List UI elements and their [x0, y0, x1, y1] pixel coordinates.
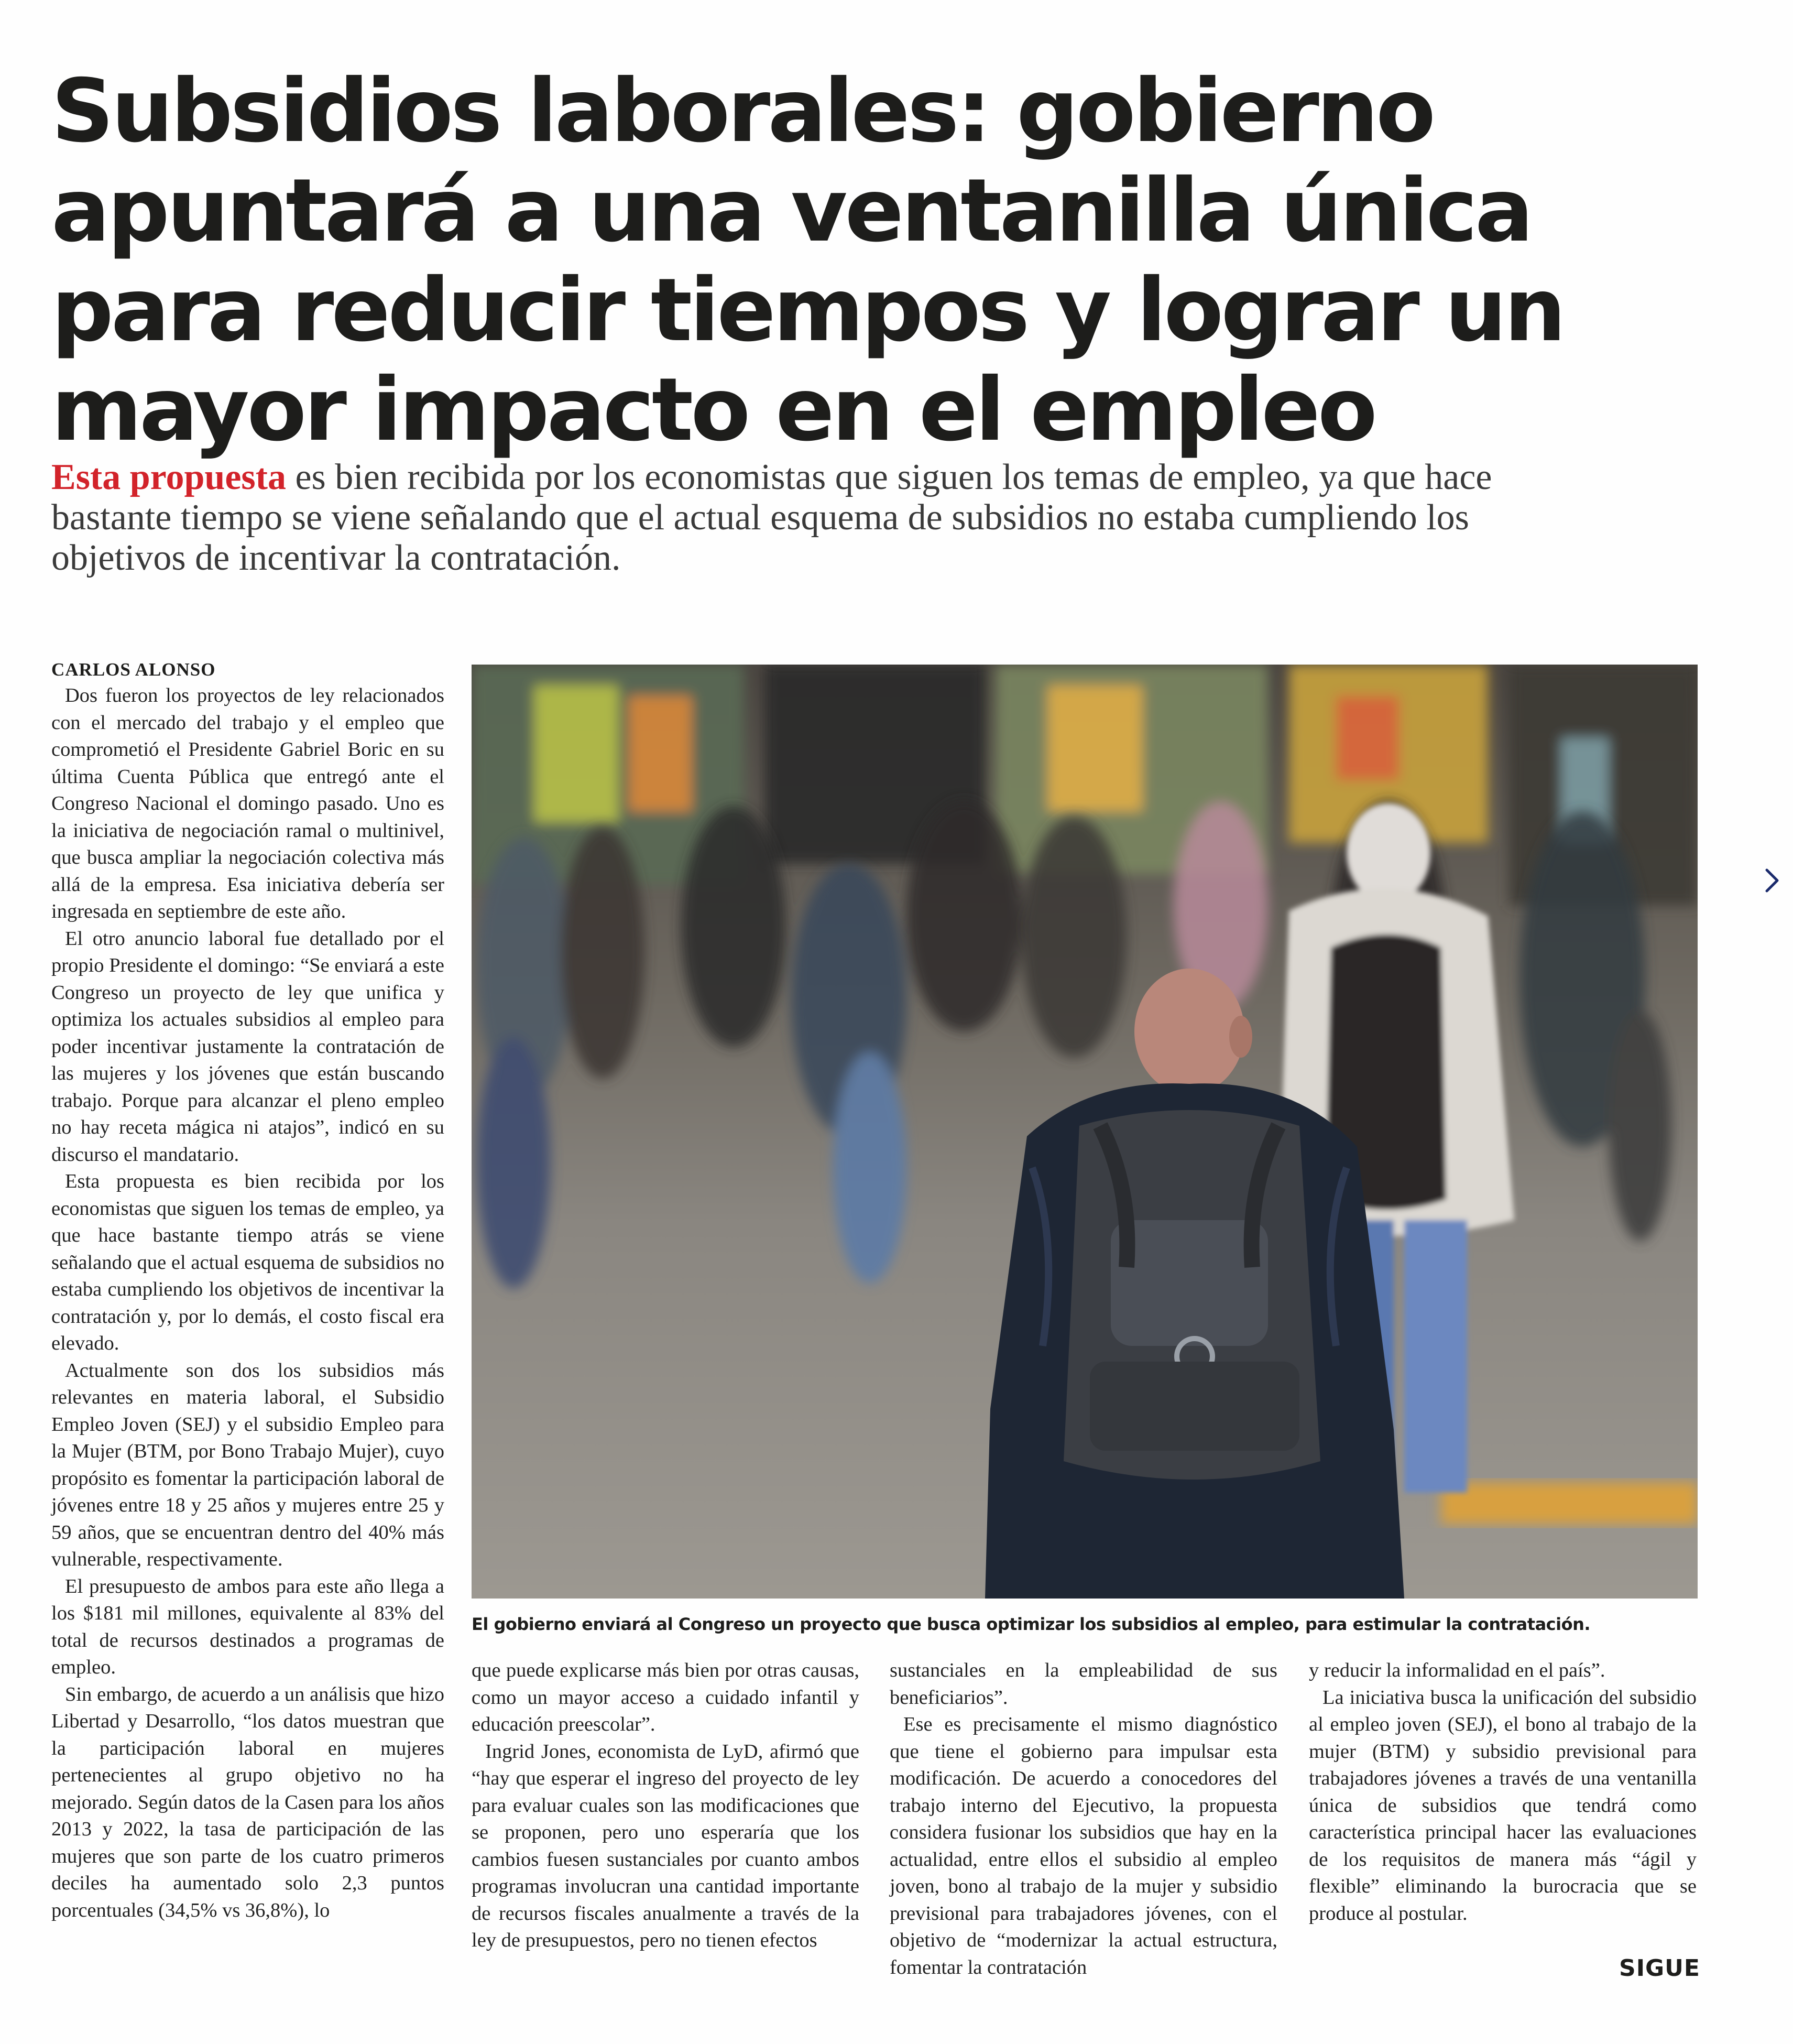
paragraph: El otro anuncio laboral fue detallado por el propio Presidente el domingo: “Se enviará a este Congreso un proyecto de ley que unifica y optimiza los actuales subsidios al empleo para poder incentivar justamente la contratación de las mujeres y los jóvenes que están buscando trabajo. Porque para alcanzar el pleno empleo no hay receta mágica ni atajos”, indicó en su discurso el mandatario. — [51, 927, 444, 1166]
paragraph: que puede explicarse más bien por otras causas, como un mayor acceso a cuidado infantil y educación preescolar”. — [472, 1659, 859, 1735]
article-photo — [472, 665, 1698, 1599]
body-column-3 — [890, 1657, 1277, 1981]
paragraph: El presupuesto de ambos para este año llega a los $181 mil millones, equivalente al 83% del total de recursos destinados a programas de empleo. — [51, 1575, 444, 1678]
paragraph: Dos fueron los proyectos de ley relacionados con el mercado del trabajo y el empleo que comprometió el Presidente Gabriel Boric en su última Cuenta Pública que entregó ante el Congreso Nacional el domingo pasado. Uno es la iniciativa de negociación ramal o multinivel, que busca ampliar la negociación colectiva más allá de la empresa. Esa iniciativa debería ser ingresada en septiembre de este año. — [51, 684, 444, 922]
deck — [51, 457, 1602, 578]
continue-label: SIGUE — [1619, 1955, 1700, 1982]
chevron-right-icon — [1762, 865, 1783, 896]
deck-text: es bien recibida por los economistas que siguen los temas de empleo, ya que hace bastante tiempo se viene señalando que el actual esquema de subsidios no estaba cumpliendo los objetivos de incentivar la contratación. — [51, 457, 1492, 578]
paragraph: Actualmente son dos los subsidios más relevantes en materia laboral, el Subsidio Empleo Joven (SEJ) y el subsidio Empleo para la Mujer (BTM, por Bono Trabajo Mujer), cuyo propósito es fomentar la participación laboral de jóvenes entre 18 y 25 años y mujeres entre 25 y 59 años, que se encuentran dentro del 40% más vulnerable, respectivamente. — [51, 1359, 444, 1570]
photo-caption: El gobierno enviará al Congreso un proyecto que busca optimizar los subsidios al empleo, para estimular la contratación. — [472, 1614, 1591, 1634]
paragraph: Sin embargo, de acuerdo a un análisis que hizo Libertad y Desarrollo, “los datos muestran que la participación laboral en mujeres pertenecientes al grupo objetivo no ha mejorado. Según datos de la Casen para los años 2013 y 2022, la tasa de participación de las mujeres que son parte de los cuatro primeros deciles ha aumentado solo 2,3 puntos porcentuales (34,5% vs 36,8%), lo — [51, 1683, 444, 1921]
paragraph: La iniciativa busca la unificación del subsidio al empleo joven (SEJ), el bono al trabajo de la mujer (BTM) y subsidio previsional para trabajadores jóvenes a través de una ventanilla única de subsidios que tendrá como característica principal hacer las evaluaciones de los requisitos de manera más “ágil y flexible” eliminando la burocracia que se produce al postular. — [1309, 1686, 1697, 1925]
body-column-1 — [51, 682, 444, 1993]
street-scene-illustration — [472, 665, 1698, 1599]
byline: CARLOS ALONSO — [51, 659, 216, 680]
next-page-button[interactable] — [1756, 860, 1788, 901]
headline: Subsidios laborales: gobierno apuntará a una ventanilla única para reducir tiempos y lograr un mayor impacto en el empleo — [51, 61, 1564, 461]
deck-lead: Esta propuesta — [51, 457, 286, 497]
paragraph: y reducir la informalidad en el país”. — [1309, 1659, 1605, 1681]
paragraph: Ese es precisamente el mismo diagnóstico que tiene el gobierno para impulsar esta modificación. De acuerdo a conocedores del trabajo interno del Ejecutivo, la propuesta considera fusionar los subsidios que hay en la actualidad, entre ellos el subsidio al empleo joven, bono al trabajo de la mujer y subsidio previsional para trabajadores jóvenes, con el objetivo de “modernizar la actual estructura, fomentar la contratación — [890, 1713, 1277, 1978]
paragraph: sustanciales en la empleabilidad de sus beneficiarios”. — [890, 1659, 1277, 1709]
body-column-4 — [1309, 1657, 1697, 1927]
paragraph: Ingrid Jones, economista de LyD, afirmó que “hay que esperar el ingreso del proyecto de ley para evaluar cuales son las modificaciones que se proponen, pero uno esperaría que los cambios fuesen sustanciales por cuanto ambos programas involucran una cantidad importante de recursos fiscales anualmente a través de la ley de presupuestos, pero no tienen efectos — [472, 1740, 859, 1951]
body-column-2 — [472, 1657, 859, 1954]
paragraph: Esta propuesta es bien recibida por los economistas que siguen los temas de empleo, ya que hace bastante tiempo atrás se viene señalando que el actual esquema de subsidios no estaba cumpliendo los objetivos de incentivar la contratación y, por lo demás, el costo fiscal era elevado. — [51, 1170, 444, 1354]
